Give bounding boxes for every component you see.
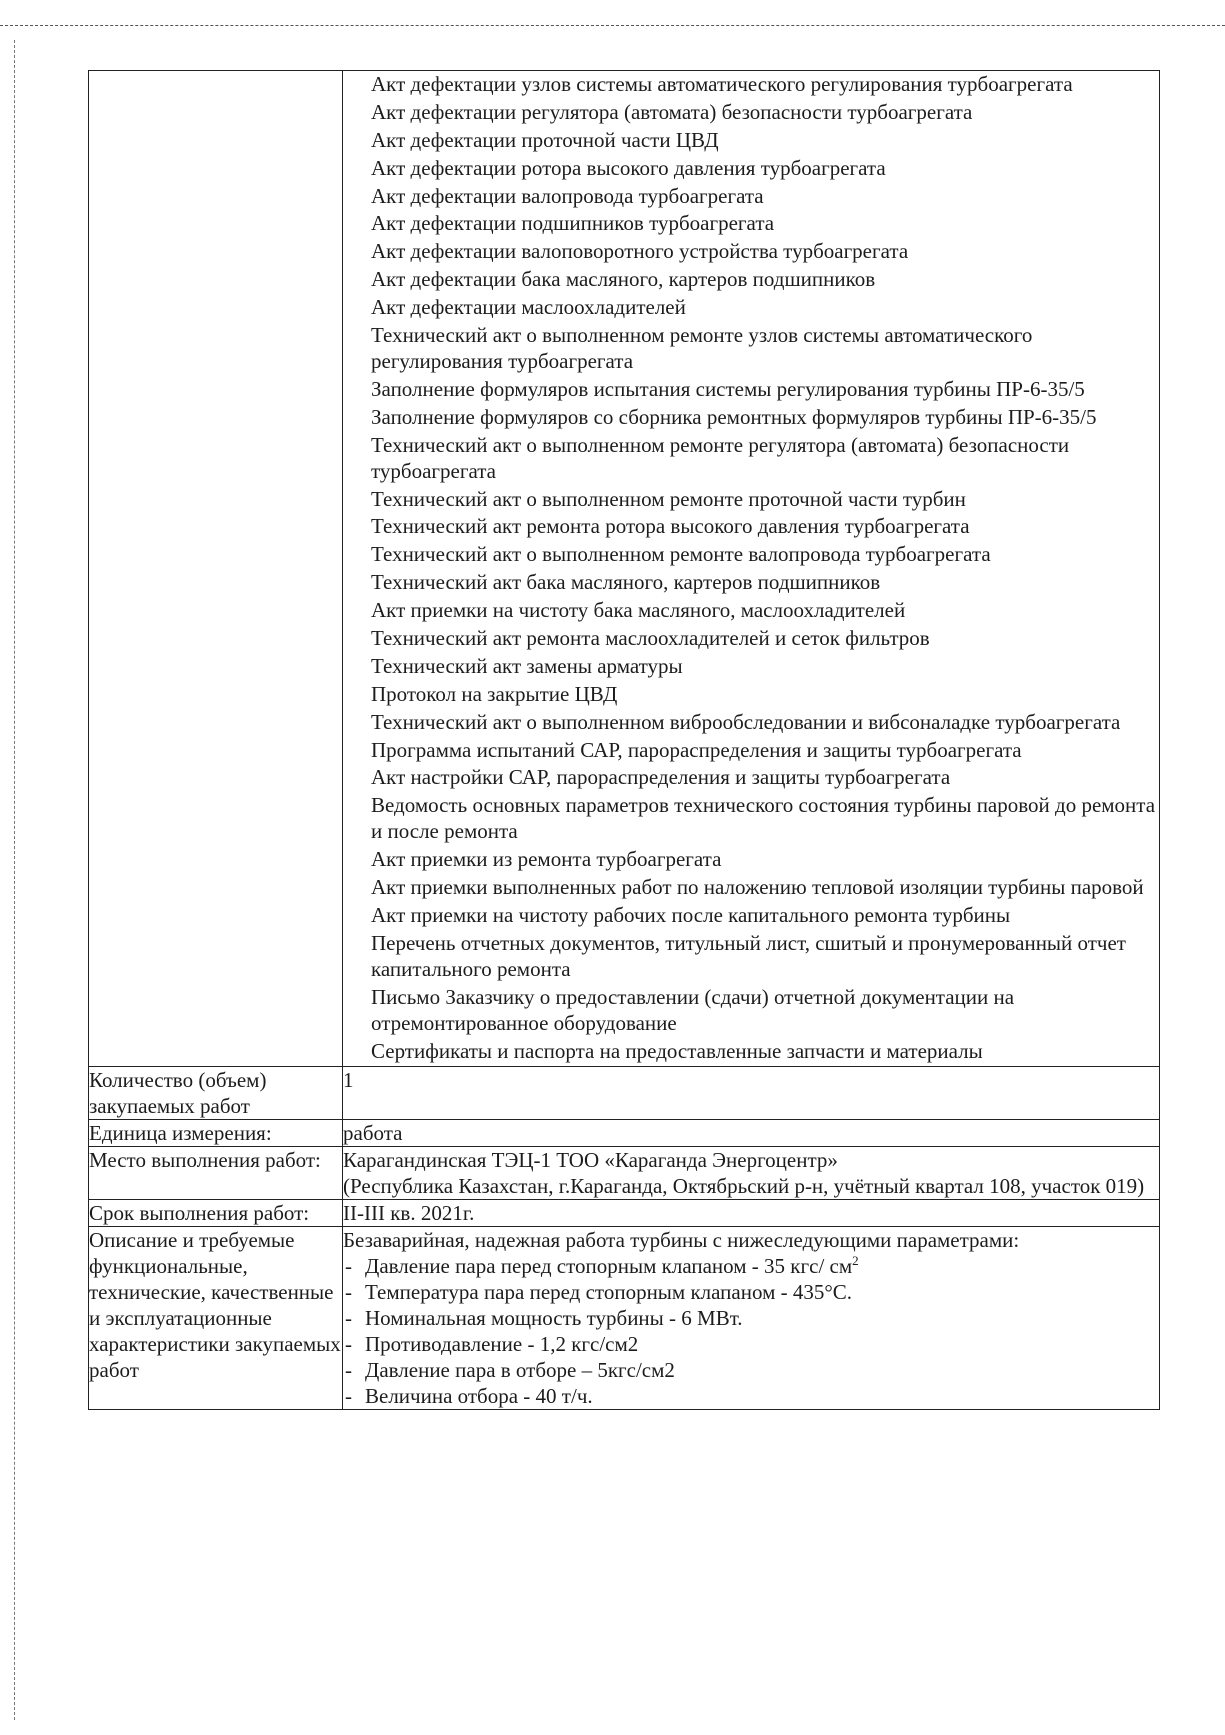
document-text: Технический акт о выполненном ремонте проточной части турбин (371, 486, 966, 511)
term-label: Срок выполнения работ: (89, 1199, 343, 1226)
place-line-2: (Республика Казахстан, г.Караганда, Октябрьский р-н, учётный квартал 108, участок 019) (343, 1173, 1145, 1198)
description-label: Описание и требуемые функциональные, технические, качественные и эксплуатационные характеристики закупаемых работ (89, 1226, 343, 1409)
document-item (343, 486, 1159, 512)
parameter-text: Противодавление - 1,2 кгс/см2 (365, 1331, 639, 1356)
document-item (343, 71, 1159, 97)
place-row (89, 1146, 1160, 1199)
document-item (343, 294, 1159, 320)
document-text: Перечень отчетных документов, титульный лист, сшитый и пронумерованный отчет капитального ремонта (371, 930, 1126, 981)
description-row (89, 1226, 1160, 1409)
document-text: Акт дефектации проточной части ЦВД (371, 127, 719, 152)
document-item (343, 238, 1159, 264)
parameter-text: Температура пара перед стопорным клапаном - 435°С. (365, 1279, 853, 1304)
parameter-item (343, 1253, 1159, 1279)
document-text: Заполнение формуляров со сборника ремонтных формуляров турбины ПР-6-35/5 (371, 404, 1097, 429)
document-text: Акт приемки на чистоту рабочих после капитального ремонта турбины (371, 903, 1011, 928)
report-documents-list (343, 71, 1159, 1064)
parameter-item (343, 1383, 1159, 1409)
place-value (343, 1146, 1160, 1199)
quantity-label: Количество (объем) закупаемых работ (89, 1066, 343, 1119)
dash-bullet: - (345, 1305, 352, 1330)
document-text: Акт настройки САР, парораспределения и защиты турбоагрегата (371, 765, 951, 790)
document-item (343, 127, 1159, 153)
document-text: Акт дефектации узлов системы автоматического регулирования турбоагрегата (371, 72, 1073, 96)
document-text: Акт дефектации бака масляного, картеров подшипников (371, 267, 876, 292)
dash-bullet: - (345, 1331, 352, 1356)
document-text: Акт дефектации валоповоротного устройства турбоагрегата (371, 239, 909, 264)
document-item (343, 210, 1159, 236)
parameter-text: Давление пара перед стопорным клапаном - 35 кгс/ см (365, 1253, 853, 1278)
document-text: Технический акт замены арматуры (371, 653, 683, 678)
parameter-superscript: 2 (852, 1252, 859, 1268)
document-item (343, 99, 1159, 125)
document-text: Технический акт о выполненном ремонте валопровода турбоагрегата (371, 542, 991, 567)
document-item (343, 846, 1159, 872)
quantity-row (89, 1066, 1160, 1119)
document-text: Акт дефектации регулятора (автомата) безопасности турбоагрегата (371, 99, 973, 124)
document-text: Акт приемки из ремонта турбоагрегата (371, 847, 722, 872)
document-item (343, 513, 1159, 539)
document-item (343, 681, 1159, 707)
document-text: Технический акт о выполненном ремонте регулятора (автомата) безопасности турбоагрегата (371, 432, 1070, 483)
parameter-text: Давление пара в отборе – 5кгс/см2 (365, 1357, 675, 1382)
documents-row (89, 71, 1160, 1067)
document-item (343, 266, 1159, 292)
document-text: Сертификаты и паспорта на предоставленные запчасти и материалы (371, 1038, 983, 1063)
document-item (343, 404, 1159, 430)
document-item (343, 541, 1159, 567)
requirements-table (88, 70, 1160, 1410)
parameters-list (343, 1253, 1159, 1409)
document-item (343, 709, 1159, 735)
document-text: Заполнение формуляров испытания системы регулирования турбины ПР-6-35/5 (371, 376, 1085, 401)
document-text: Технический акт о выполненном ремонте узлов системы автоматического регулирования турбоагрегата (371, 323, 1033, 374)
unit-row (89, 1119, 1160, 1146)
scan-edge-top (0, 0, 1225, 26)
place-line-1: Карагандинская ТЭЦ-1 ТОО «Караганда Энергоцентр» (343, 1147, 838, 1172)
document-text: Письмо Заказчику о предоставлении (сдачи) отчетной документации на отремонтированное оборудование (371, 984, 1015, 1035)
scan-edge-left (14, 40, 15, 1720)
document-item (343, 792, 1159, 844)
document-text: Акт дефектации ротора высокого давления турбоагрегата (371, 155, 886, 180)
document-text: Акт дефектации подшипников турбоагрегата (371, 211, 775, 236)
parameter-text: Номинальная мощность турбины - 6 МВт. (365, 1305, 743, 1330)
document-item (343, 737, 1159, 763)
documents-label-cell (89, 71, 343, 1067)
parameter-item (343, 1331, 1159, 1357)
place-label: Место выполнения работ: (89, 1146, 343, 1199)
document-item (343, 984, 1159, 1036)
document-text: Протокол на закрытие ЦВД (371, 681, 618, 706)
unit-label: Единица измерения: (89, 1119, 343, 1146)
document-item (343, 432, 1159, 484)
document-item (343, 322, 1159, 374)
document-item (343, 625, 1159, 651)
document-text: Программа испытаний САР, парораспределения и защиты турбоагрегата (371, 737, 1022, 762)
term-value: II-III кв. 2021г. (343, 1199, 1160, 1226)
document-text: Технический акт ремонта маслоохладителей и сеток фильтров (371, 626, 930, 651)
parameter-text: Величина отбора - 40 т/ч. (365, 1383, 593, 1408)
document-text: Акт дефектации маслоохладителей (371, 295, 686, 320)
document-item (343, 155, 1159, 181)
dash-bullet: - (345, 1279, 352, 1304)
document-item (343, 874, 1159, 900)
description-intro: Безаварийная, надежная работа турбины с нижеследующими параметрами: (343, 1227, 1020, 1252)
parameter-item (343, 1357, 1159, 1383)
term-row (89, 1199, 1160, 1226)
document-item (343, 569, 1159, 595)
document-text: Акт приемки выполненных работ по наложению тепловой изоляции турбины паровой (371, 875, 1144, 900)
document-text: Технический акт о выполненном виброобследовании и вибcoналадке турбоагрегата (371, 709, 1121, 734)
dash-bullet: - (345, 1357, 352, 1382)
document-item (343, 902, 1159, 928)
document-text: Акт приемки на чистоту бака масляного, маслоохладителей (371, 598, 906, 623)
dash-bullet: - (345, 1383, 352, 1408)
document-item (343, 1038, 1159, 1064)
document-item (343, 597, 1159, 623)
document-item (343, 376, 1159, 402)
parameter-item (343, 1279, 1159, 1305)
document-item (343, 653, 1159, 679)
document-item (343, 183, 1159, 209)
unit-value: работа (343, 1119, 1160, 1146)
document-text: Технический акт ремонта ротора высокого давления турбоагрегата (371, 514, 970, 539)
documents-cell (343, 71, 1160, 1067)
document-item (343, 930, 1159, 982)
parameter-item (343, 1305, 1159, 1331)
document-text: Акт дефектации валопровода турбоагрегата (371, 183, 764, 208)
document-text: Ведомость основных параметров технического состояния турбины паровой до ремонта и после ремонта (371, 793, 1156, 844)
document-text: Технический акт бака масляного, картеров подшипников (371, 570, 881, 595)
dash-bullet: - (345, 1253, 352, 1278)
quantity-value: 1 (343, 1066, 1160, 1119)
document-item (343, 764, 1159, 790)
description-value (343, 1226, 1160, 1409)
